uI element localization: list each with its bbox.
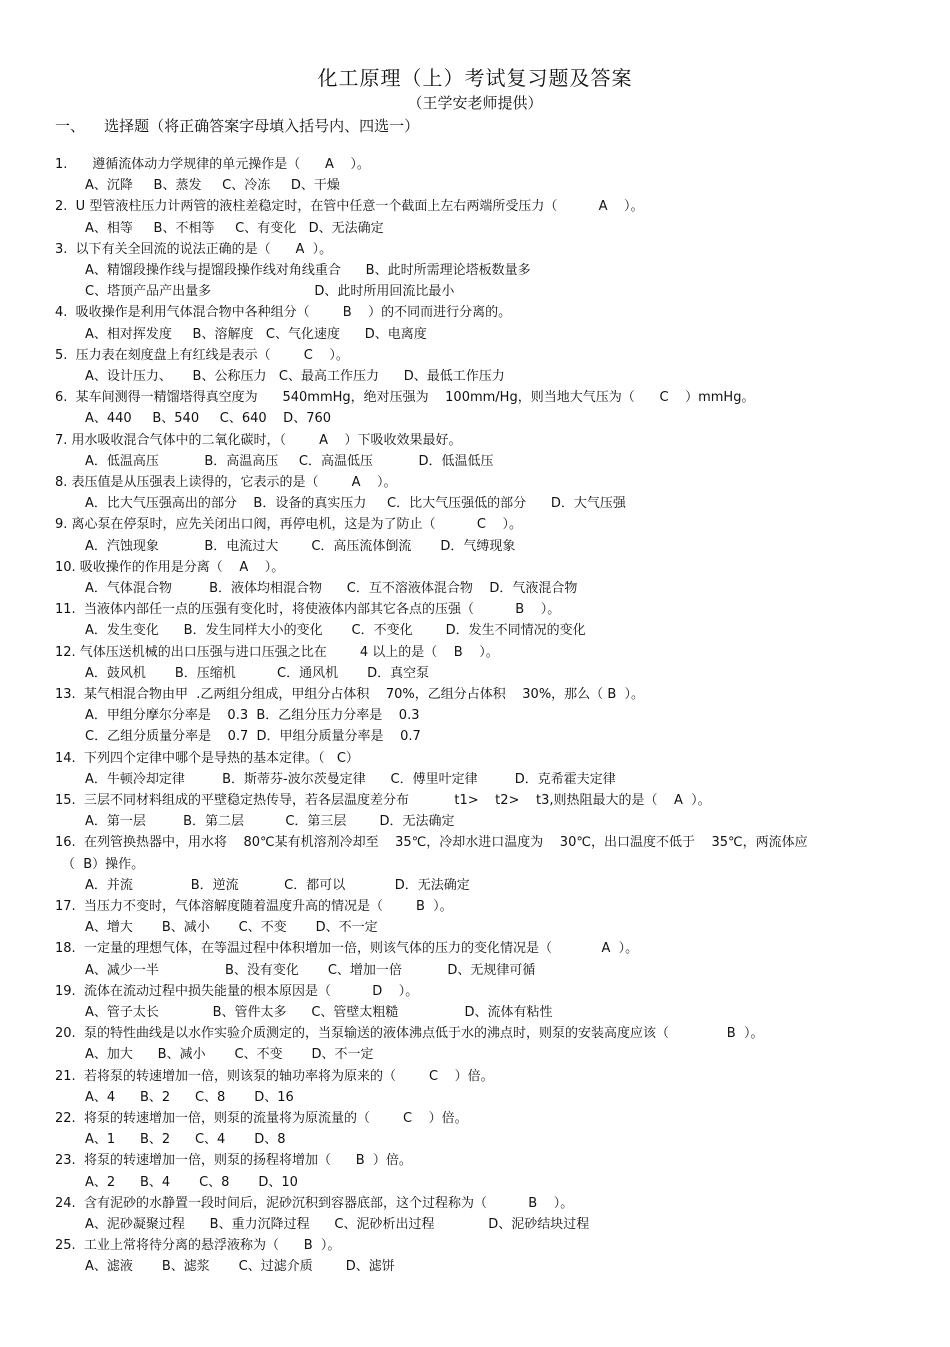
question-options: A．气体混合物 B．液体均相混合物 C．互不溶液体混合物 D．气液混合物 [85,581,578,596]
section-heading: 一、 选择题（将正确答案字母填入括号内、四选一） [55,117,420,135]
question-text: 15. 三层不同材料组成的平壁稳定热传导，若各层温度差分布 t1> t2> t3,则热阻最大的是（ A ）。 [55,793,711,808]
question-options: A、2 B、4 C、8 D、10 [85,1174,298,1190]
question-options: A．鼓风机 B．压缩机 C．通风机 D．真空泵 [85,665,430,681]
question-text: 17. 当压力不变时，气体溶解度随着温度升高的情况是（ B ）。 [55,899,453,914]
question-text: 21. 若将泵的转速增加一倍，则该泵的轴功率将为原来的（ C ）倍。 [55,1068,494,1084]
question-text: 24. 含有泥砂的水静置一段时间后，泥砂沉积到容器底部，这个过程称为（ B ）。 [55,1195,574,1211]
question-text: 2. U 型管液柱压力计两管的液柱差稳定时，在管中任意一个截面上左右两端所受压力（ A ）。 [55,199,644,215]
question-options: A、4 B、2 C、8 D、16 [85,1089,294,1105]
question-options: A、加大 B、减小 C、不变 D、不一定 [85,1047,374,1063]
question-options: A、1 B、2 C、4 D、8 [85,1132,286,1148]
question-text: 20. 泵的特性曲线是以水作实验介质测定的，当泵输送的液体沸点低于水的沸点时，则泵的安装高度应该（ B ）。 [55,1026,764,1042]
question-options: A、沉降 B、蒸发 C、冷冻 D、干燥 [85,178,340,194]
question-text: 25. 工业上常将待分离的悬浮液称为（ B ）。 [55,1238,341,1254]
question-options: C．乙组分质量分率是 0.7 D．甲组分质量分率是 0.7 [85,729,421,745]
question-text: 5. 压力表在刻度盘上有红线是表示（ C ）。 [55,347,349,363]
question-text: 11. 当液体内部任一点的压强有变化时，将使液体内部其它各点的压强（ B ）。 [55,602,561,618]
question-options: A、泥砂凝聚过程 B、重力沉降过程 C、泥砂析出过程 D、泥砂结块过程 [85,1217,590,1232]
question-text: 22. 将泵的转速增加一倍，则泵的流量将为原流量的（ C ）倍。 [55,1111,468,1126]
question-options: A、减少一半 B、没有变化 C、增加一倍 D、无规律可循 [85,962,536,978]
question-options: A．甲组分摩尔分率是 0.3 B．乙组分压力分率是 0.3 [85,708,420,724]
question-text: 14. 下列四个定律中哪个是导热的基本定律。（ C） [55,750,359,766]
question-text: 4. 吸收操作是利用气体混合物中各种组分（ B ）的不同而进行分离的。 [55,305,512,321]
question-options: A．发生变化 B．发生同样大小的变化 C．不变化 D．发生不同情况的变化 [85,623,586,639]
question-text: 13. 某气相混合物由甲 .乙两组分组成，甲组分占体积 70%，乙组分占体积 30%，那么（ B ）。 [55,687,644,702]
document-title: 化工原理（上）考试复习题及答案 [317,66,633,90]
question-text: 9. 离心泵在停泵时，应先关闭出口阀，再停电机，这是为了防止（ C ）。 [55,517,522,533]
question-options: A、相等 B、不相等 C、有变化 D、无法确定 [85,220,384,236]
question-options: A．并流 B．逆流 C．都可以 D．无法确定 [85,877,470,893]
question-options: A、滤液 B、滤浆 C、过滤介质 D、滤饼 [85,1259,395,1275]
question-options: A、管子太长 B、管件太多 C、管壁太粗糙 D、流体有粘性 [85,1005,553,1020]
document-subtitle: （王学安老师提供） [407,94,543,112]
question-options: A．牛顿冷却定律 B．斯蒂芬-波尔茨曼定律 C．傅里叶定律 D．克希霍夫定律 [85,771,616,787]
question-options: C、塔顶产品产出量多 D、此时所用回流比最小 [85,284,455,300]
question-text: 12. 气体压送机械的出口压强与进口压强之比在 4 以上的是（ B ）。 [55,644,499,660]
question-text: 10. 吸收操作的作用是分离（ A ）。 [55,559,285,575]
question-text-continued: （ B）操作。 [62,856,145,872]
question-options: A．比大气压强高出的部分 B．设备的真实压力 C．比大气压强低的部分 D．大气压强 [85,496,626,512]
question-options: A．低温高压 B．高温高压 C．高温低压 D．低温低压 [85,453,494,469]
question-text: 1. 遵循流体动力学规律的单元操作是（ A ）。 [55,157,370,172]
question-options: A．第一层 B．第二层 C．第三层 D．无法确定 [85,814,455,830]
question-text: 16. 在列管换热器中，用水将 80℃某有机溶剂冷却至 35℃，冷却水进口温度为 30℃，出口温度不低于 35℃，两流体应 [55,835,808,851]
question-options: A、增大 B、减小 C、不变 D、不一定 [85,920,378,936]
question-text: 3. 以下有关全回流的说法正确的是（ A ）。 [55,241,333,257]
question-options: A、设计压力、 B、公称压力 C、最高工作压力 D、最低工作压力 [85,369,505,384]
question-text: 7. 用水吸收混合气体中的二氧化碳时，（ A ）下吸收效果最好。 [55,432,462,448]
question-text: 19. 流体在流动过程中损失能量的根本原因是（ D ）。 [55,983,419,999]
question-options: A、精馏段操作线与提馏段操作线对角线重合 B、此时所需理论塔板数量多 [85,263,531,278]
question-options: A、440 B、540 C、640 D、760 [85,411,332,427]
question-text: 18. 一定量的理想气体，在等温过程中体积增加一倍，则该气体的压力的变化情况是（ A ）。 [55,941,639,957]
question-text: 6. 某车间测得一精馏塔得真空度为 540mmHg，绝对压强为 100mm/Hg，则当地大气压为（ C ）mmHg。 [55,390,755,406]
question-options: A、相对挥发度 B、溶解度 C、气化速度 D、电离度 [85,326,427,342]
question-text: 23. 将泵的转速增加一倍，则泵的扬程将增加（ B ）倍。 [55,1153,412,1169]
question-options: A．汽蚀现象 B．电流过大 C．高压流体倒流 D．气缚现象 [85,538,516,554]
question-text: 8. 表压值是从压强表上读得的，它表示的是（ A ）。 [55,475,397,490]
